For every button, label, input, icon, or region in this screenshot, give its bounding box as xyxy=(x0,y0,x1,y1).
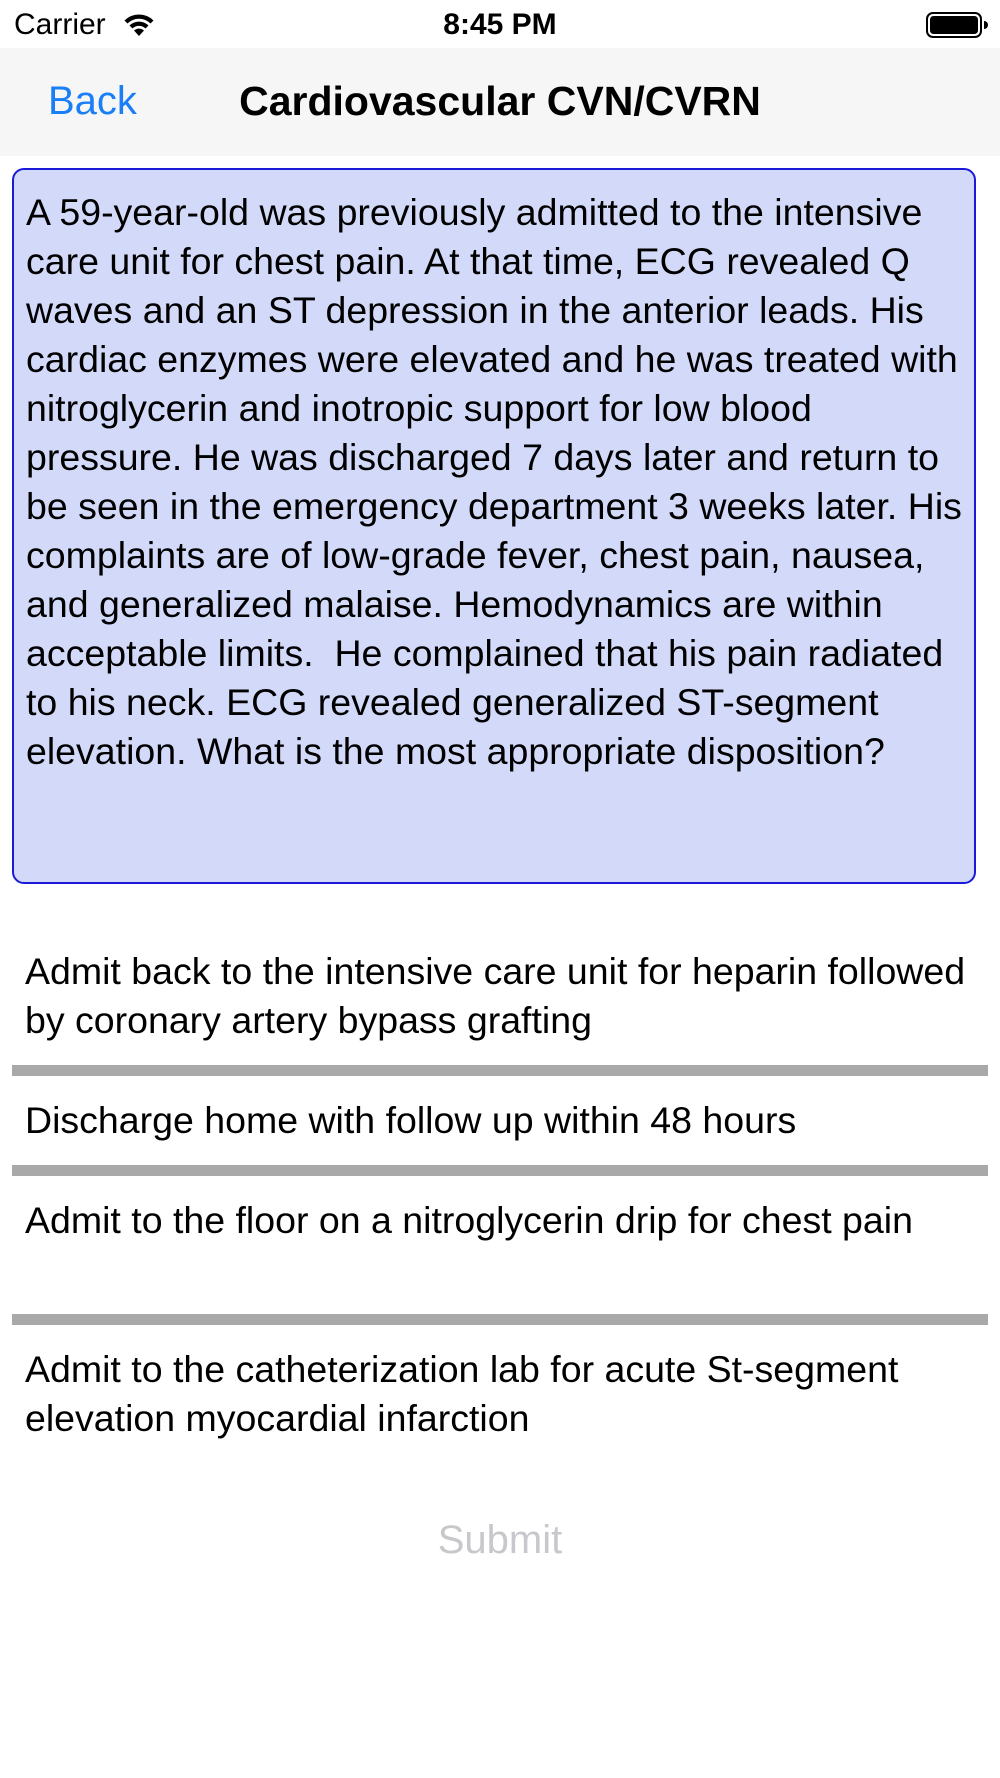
status-time: 8:45 PM xyxy=(443,8,557,41)
submit-button[interactable]: Submit xyxy=(437,1518,563,1562)
answer-separator xyxy=(12,1314,988,1325)
answer-option-1[interactable]: Admit back to the intensive care unit for heparin followed by coronary artery bypass grafting xyxy=(25,950,966,1041)
answer-option-3[interactable]: Admit to the floor on a nitroglycerin drip for chest pain xyxy=(25,1199,913,1241)
answer-separator xyxy=(12,1065,988,1076)
page-title: Cardiovascular CVN/CVRN xyxy=(239,78,761,124)
answer-separator xyxy=(12,1165,988,1176)
status-bar xyxy=(0,0,1000,48)
answer-option-2[interactable]: Discharge home with follow up within 48 hours xyxy=(25,1099,797,1141)
answer-option-4[interactable]: Admit to the catheterization lab for acute St-segment elevation myocardial infarction xyxy=(25,1348,899,1439)
back-button[interactable]: Back xyxy=(48,79,137,123)
navigation-bar xyxy=(0,48,1000,156)
battery-icon xyxy=(926,12,988,38)
question-text: A 59-year-old was previously admitted to the intensive care unit for chest pain. At that time, ECG revealed Q waves and an ST depression in the anterior leads. His cardiac enzymes were elevated and he was treated with nitroglycerin and inotropic support for low blood pressure. He was discharged 7 days later and return to be seen in the emergency department 3 weeks later. His complaints are of low-grade fever, chest pain, nausea, and generalized malaise. Hemodynamics are within acceptable limits. He complained that his pain radiated to his neck. ECG revealed generalized ST-segment elevation. What is the most appropriate disposition? xyxy=(12,168,976,884)
carrier-label: Carrier xyxy=(14,8,106,41)
